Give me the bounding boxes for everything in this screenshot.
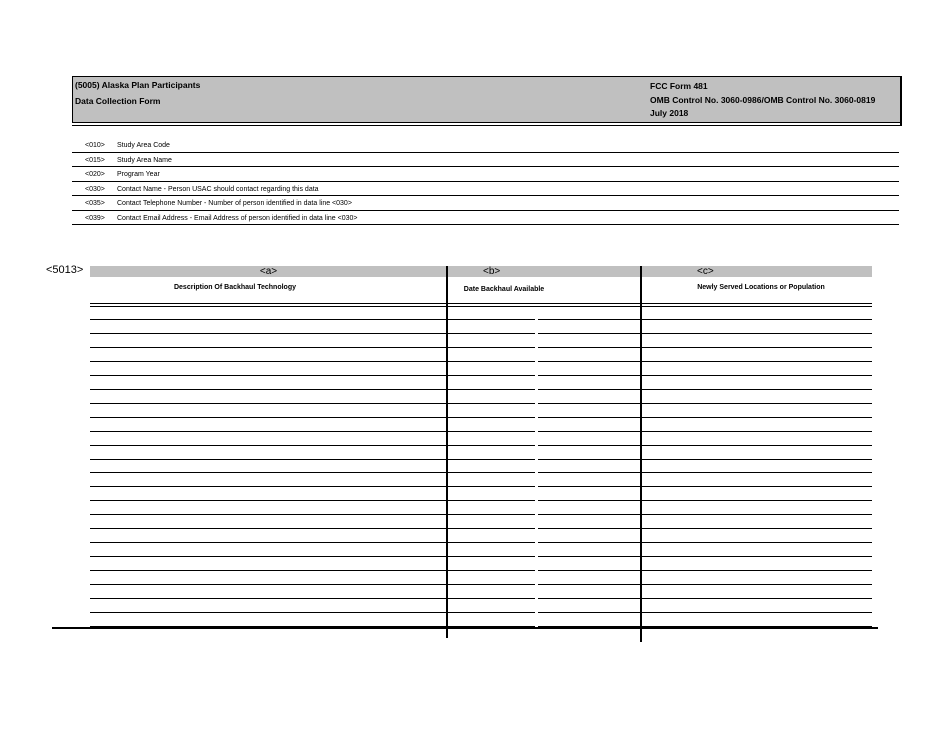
row-cell-rule (538, 500, 640, 501)
row-cell-rule (90, 598, 446, 599)
line-code: <030> (85, 185, 105, 193)
row-cell-rule (642, 612, 872, 613)
table-row[interactable] (0, 486, 950, 487)
row-cell-rule (448, 528, 535, 529)
line-label: Contact Name - Person USAC should contact regarding this data (117, 185, 319, 193)
row-cell-rule (448, 403, 535, 404)
row-cell-rule (448, 417, 535, 418)
row-cell-rule (448, 333, 535, 334)
row-cell-rule (90, 445, 446, 446)
table-row[interactable] (0, 445, 950, 446)
row-cell-rule (90, 542, 446, 543)
line-label: Program Year (117, 171, 160, 178)
row-cell-rule (538, 431, 640, 432)
form-header (72, 76, 900, 123)
table-row[interactable] (0, 570, 950, 571)
table-bottom-rule (52, 627, 878, 629)
row-cell-rule (538, 333, 640, 334)
row-cell-rule (538, 542, 640, 543)
row-cell-rule (642, 445, 872, 446)
info-line[interactable] (72, 211, 899, 226)
row-cell-rule (642, 431, 872, 432)
table-row[interactable] (0, 528, 950, 529)
table-row[interactable] (0, 556, 950, 557)
row-cell-rule (642, 570, 872, 571)
row-cell-rule (642, 403, 872, 404)
row-cell-rule (90, 459, 446, 460)
row-cell-rule (538, 486, 640, 487)
row-cell-rule (642, 542, 872, 543)
row-cell-rule (90, 361, 446, 362)
row-cell-rule (642, 347, 872, 348)
table-row[interactable] (0, 347, 950, 348)
row-cell-rule (448, 598, 535, 599)
row-cell-rule (642, 361, 872, 362)
row-cell-rule (448, 500, 535, 501)
table-row[interactable] (0, 389, 950, 390)
row-cell-rule (448, 472, 535, 473)
row-cell-rule (538, 528, 640, 529)
row-cell-rule (90, 570, 446, 571)
header-rule (90, 306, 872, 307)
omb-control: OMB Control No. 3060-0986/OMB Control No. 3060-0819 (650, 95, 876, 105)
row-cell-rule (448, 612, 535, 613)
row-cell-rule (538, 570, 640, 571)
table-id: <5013> (46, 264, 84, 276)
row-cell-rule (90, 417, 446, 418)
row-cell-rule (90, 347, 446, 348)
row-cell-rule (642, 319, 872, 320)
row-cell-rule (448, 556, 535, 557)
row-cell-rule (642, 333, 872, 334)
row-cell-rule (538, 375, 640, 376)
row-cell-rule (90, 500, 446, 501)
row-cell-rule (90, 472, 446, 473)
row-cell-rule (448, 445, 535, 446)
table-row[interactable] (0, 500, 950, 501)
row-cell-rule (448, 389, 535, 390)
line-label: Study Area Name (117, 156, 172, 164)
table-row[interactable] (0, 333, 950, 334)
line-label: Contact Telephone Number - Number of person identified in data line <030> (117, 200, 352, 207)
row-cell-rule (448, 570, 535, 571)
form-subtitle: Data Collection Form (75, 96, 161, 106)
row-cell-rule (538, 612, 640, 613)
info-line[interactable] (72, 182, 899, 197)
row-cell-rule (642, 417, 872, 418)
line-code: <039> (85, 214, 105, 222)
row-cell-rule (448, 459, 535, 460)
row-cell-rule (642, 389, 872, 390)
row-cell-rule (538, 403, 640, 404)
line-code: <035> (85, 200, 105, 207)
column-code-c-cell (641, 266, 872, 277)
line-code: <010> (85, 142, 105, 149)
row-cell-rule (90, 486, 446, 487)
row-cell-rule (642, 500, 872, 501)
table-row[interactable] (0, 612, 950, 613)
line-label: Study Area Code (117, 142, 170, 149)
header-rule (90, 303, 872, 304)
row-cell-rule (448, 431, 535, 432)
row-cell-rule (538, 514, 640, 515)
line-code: <020> (85, 171, 105, 178)
row-cell-rule (538, 556, 640, 557)
form-date: July 2018 (650, 108, 689, 118)
table-row[interactable] (0, 542, 950, 543)
column-label-c: Newly Served Locations or Population (697, 284, 825, 291)
info-line[interactable] (72, 167, 899, 182)
row-cell-rule (90, 612, 446, 613)
table-row[interactable] (0, 361, 950, 362)
row-cell-rule (90, 528, 446, 529)
row-cell-rule (90, 556, 446, 557)
info-line[interactable] (72, 196, 899, 211)
row-cell-rule (448, 514, 535, 515)
form-name: FCC Form 481 (650, 81, 708, 91)
column-divider (640, 266, 642, 642)
row-cell-rule (642, 556, 872, 557)
column-code-b-cell (447, 266, 640, 277)
table-row[interactable] (0, 472, 950, 473)
row-cell-rule (642, 459, 872, 460)
row-cell-rule (642, 528, 872, 529)
row-cell-rule (90, 319, 446, 320)
row-cell-rule (642, 514, 872, 515)
row-cell-rule (642, 598, 872, 599)
table-row[interactable] (0, 514, 950, 515)
line-label: Contact Email Address - Email Address of person identified in data line <030> (117, 214, 358, 222)
row-cell-rule (448, 319, 535, 320)
info-line[interactable] (72, 138, 899, 153)
table-row[interactable] (0, 584, 950, 585)
column-code-b: <b> (483, 266, 501, 277)
row-cell-rule (538, 361, 640, 362)
row-cell-rule (538, 417, 640, 418)
row-cell-rule (538, 389, 640, 390)
row-cell-rule (448, 347, 535, 348)
form-title: (5005) Alaska Plan Participants (75, 80, 201, 90)
table-row[interactable] (0, 598, 950, 599)
table-row[interactable] (0, 459, 950, 460)
row-cell-rule (642, 486, 872, 487)
row-cell-rule (538, 472, 640, 473)
table-row[interactable] (0, 319, 950, 320)
line-code: <015> (85, 156, 105, 164)
table-row[interactable] (0, 375, 950, 376)
row-cell-rule (448, 486, 535, 487)
info-lines (72, 138, 899, 225)
row-cell-rule (90, 431, 446, 432)
row-cell-rule (538, 445, 640, 446)
row-cell-rule (448, 361, 535, 362)
row-cell-rule (90, 333, 446, 334)
row-cell-rule (642, 584, 872, 585)
row-cell-rule (538, 319, 640, 320)
row-cell-rule (538, 459, 640, 460)
row-cell-rule (642, 472, 872, 473)
header-edge (900, 76, 902, 126)
row-cell-rule (90, 389, 446, 390)
column-label-a: Description Of Backhaul Technology (173, 284, 296, 291)
row-cell-rule (90, 584, 446, 585)
row-cell-rule (538, 347, 640, 348)
table-row[interactable] (0, 431, 950, 432)
row-cell-rule (90, 514, 446, 515)
row-cell-rule (448, 542, 535, 543)
column-code-c: <c> (697, 266, 714, 277)
table-row[interactable] (0, 417, 950, 418)
row-cell-rule (90, 375, 446, 376)
column-divider (446, 266, 448, 638)
row-cell-rule (538, 598, 640, 599)
table-row[interactable] (0, 403, 950, 404)
row-cell-rule (448, 375, 535, 376)
row-cell-rule (642, 375, 872, 376)
column-code-a: <a> (90, 266, 447, 277)
info-line[interactable] (72, 153, 899, 168)
row-cell-rule (448, 584, 535, 585)
column-label-b: Date Backhaul Available (463, 286, 545, 293)
row-cell-rule (538, 584, 640, 585)
row-cell-rule (90, 403, 446, 404)
